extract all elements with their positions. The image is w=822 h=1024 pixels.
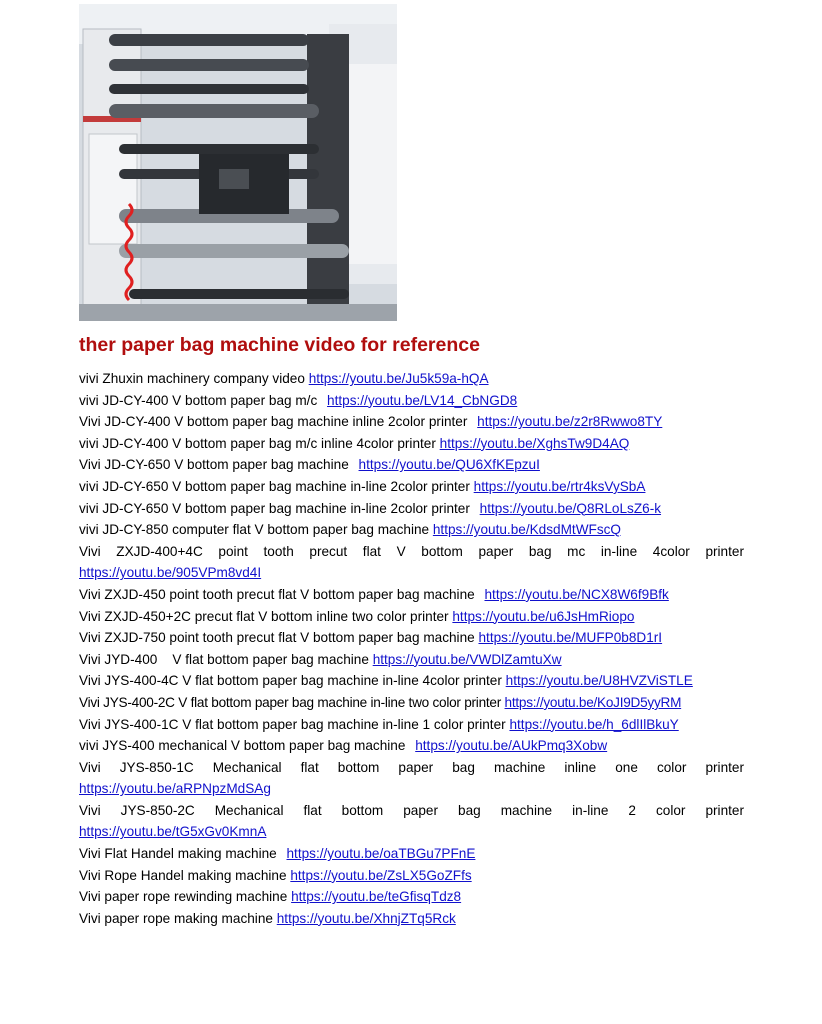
video-link[interactable]: https://youtu.be/LV14_CbNGD8 bbox=[327, 392, 518, 408]
list-item bbox=[79, 800, 744, 843]
video-link[interactable]: https://youtu.be/U8HVZViSTLE bbox=[505, 673, 693, 689]
item-text: Vivi ZXJD-400+4C point tooth precut flat V bottom paper bag mc in-line 4color printer bbox=[79, 543, 744, 559]
item-text: vivi Zhuxin machinery company video bbox=[79, 371, 305, 386]
item-text: Vivi ZXJD-750 point tooth precut flat V bottom paper bag machine bbox=[79, 630, 475, 646]
video-link[interactable]: https://youtu.be/h_6dlIlBkuY bbox=[509, 716, 679, 732]
video-link[interactable]: https://youtu.be/905VPm8vd4I bbox=[79, 565, 262, 581]
item-text: Vivi Rope Handel making machine bbox=[79, 867, 287, 883]
list-item bbox=[79, 714, 744, 736]
list-item bbox=[79, 476, 744, 498]
list-item bbox=[79, 627, 744, 649]
item-text: Vivi paper rope making machine bbox=[79, 910, 273, 926]
item-text: Vivi ZXJD-450+2C precut flat V bottom inline two color printer bbox=[79, 608, 449, 624]
item-text: vivi JD-CY-400 V bottom paper bag m/c inline 4color printer bbox=[79, 435, 436, 451]
video-link[interactable]: https://youtu.be/MUFP0b8D1rI bbox=[478, 630, 663, 646]
list-item bbox=[79, 454, 744, 476]
item-text: Vivi JYS-850-2C Mechanical flat bottom paper bag machine in-line 2 color printer bbox=[79, 802, 744, 818]
list-item bbox=[79, 433, 744, 455]
list-item bbox=[79, 541, 744, 584]
list-item bbox=[79, 757, 744, 800]
video-link[interactable]: https://youtu.be/Q8RLoLsZ6-k bbox=[479, 500, 662, 516]
list-item bbox=[79, 886, 744, 908]
video-link[interactable]: https://youtu.be/Ju5k59a-hQA bbox=[308, 371, 489, 386]
item-text: Vivi JYS-400-1C V flat bottom paper bag machine in-line 1 color printer bbox=[79, 716, 506, 732]
list-item bbox=[79, 498, 744, 520]
video-link[interactable]: https://youtu.be/rtr4ksVySbA bbox=[473, 478, 646, 494]
list-item bbox=[79, 519, 744, 541]
item-text: Vivi Flat Handel making machine bbox=[79, 846, 277, 862]
item-text: vivi JD-CY-400 V bottom paper bag m/c bbox=[79, 392, 318, 408]
section-heading: ther paper bag machine video for reference bbox=[79, 334, 480, 356]
list-item bbox=[79, 606, 744, 628]
list-item bbox=[79, 368, 744, 390]
machine-illustration bbox=[79, 4, 397, 321]
video-link[interactable]: https://youtu.be/XghsTw9D4AQ bbox=[439, 435, 630, 451]
list-item bbox=[79, 692, 744, 714]
list-item bbox=[79, 670, 744, 692]
video-link[interactable]: https://youtu.be/teGfisqTdz8 bbox=[291, 889, 462, 905]
list-item bbox=[79, 908, 744, 930]
video-link[interactable]: https://youtu.be/XhnjZTq5Rck bbox=[276, 910, 456, 926]
item-text: Vivi JYD-400 V flat bottom paper bag machine bbox=[79, 651, 369, 667]
list-item bbox=[79, 584, 744, 606]
video-link[interactable]: https://youtu.be/NCX8W6f9Bfk bbox=[484, 586, 669, 602]
video-list bbox=[79, 368, 744, 929]
list-item bbox=[79, 843, 744, 865]
video-link[interactable]: https://youtu.be/aRPNpzMdSAg bbox=[79, 781, 271, 797]
video-link[interactable]: https://youtu.be/z2r8Rwwo8TY bbox=[477, 414, 663, 430]
video-link[interactable]: https://youtu.be/AUkPmq3Xobw bbox=[415, 738, 608, 754]
video-link[interactable]: https://youtu.be/KoJI9D5yyRM bbox=[504, 694, 682, 710]
item-text: Vivi JD-CY-650 V bottom paper bag machine bbox=[79, 457, 349, 473]
list-item bbox=[79, 865, 744, 887]
video-link[interactable]: https://youtu.be/tG5xGv0KmnA bbox=[79, 824, 267, 840]
item-text: Vivi JYS-850-1C Mechanical flat bottom paper bag machine inline one color printer bbox=[79, 759, 744, 775]
item-text: Vivi JYS-400-2C V flat bottom paper bag machine in-line two color printer bbox=[79, 694, 502, 710]
video-link[interactable]: https://youtu.be/u6JsHmRiopo bbox=[452, 608, 635, 624]
video-link[interactable]: https://youtu.be/KdsdMtWFscQ bbox=[432, 522, 621, 538]
item-text: vivi JD-CY-650 V bottom paper bag machine in-line 2color printer bbox=[79, 500, 470, 516]
item-text: Vivi paper rope rewinding machine bbox=[79, 889, 288, 905]
video-link[interactable]: https://youtu.be/QU6XfKEpzuI bbox=[358, 457, 540, 473]
video-link[interactable]: https://youtu.be/VWDlZamtuXw bbox=[372, 651, 562, 667]
item-text: Vivi JD-CY-400 V bottom paper bag machine inline 2color printer bbox=[79, 414, 468, 430]
item-text: vivi JYS-400 mechanical V bottom paper bag machine bbox=[79, 738, 406, 754]
item-text: Vivi ZXJD-450 point tooth precut flat V bottom paper bag machine bbox=[79, 586, 475, 602]
list-item bbox=[79, 411, 744, 433]
list-item bbox=[79, 735, 744, 757]
item-text: vivi JD-CY-850 computer flat V bottom paper bag machine bbox=[79, 522, 430, 538]
item-text: vivi JD-CY-650 V bottom paper bag machine in-line 2color printer bbox=[79, 478, 470, 494]
video-link[interactable]: https://youtu.be/oaTBGu7PFnE bbox=[286, 846, 476, 862]
machine-photo bbox=[79, 4, 397, 321]
list-item bbox=[79, 390, 744, 412]
video-link[interactable]: https://youtu.be/ZsLX5GoZFfs bbox=[290, 867, 472, 883]
item-text: Vivi JYS-400-4C V flat bottom paper bag machine in-line 4color printer bbox=[79, 673, 502, 689]
list-item bbox=[79, 649, 744, 671]
